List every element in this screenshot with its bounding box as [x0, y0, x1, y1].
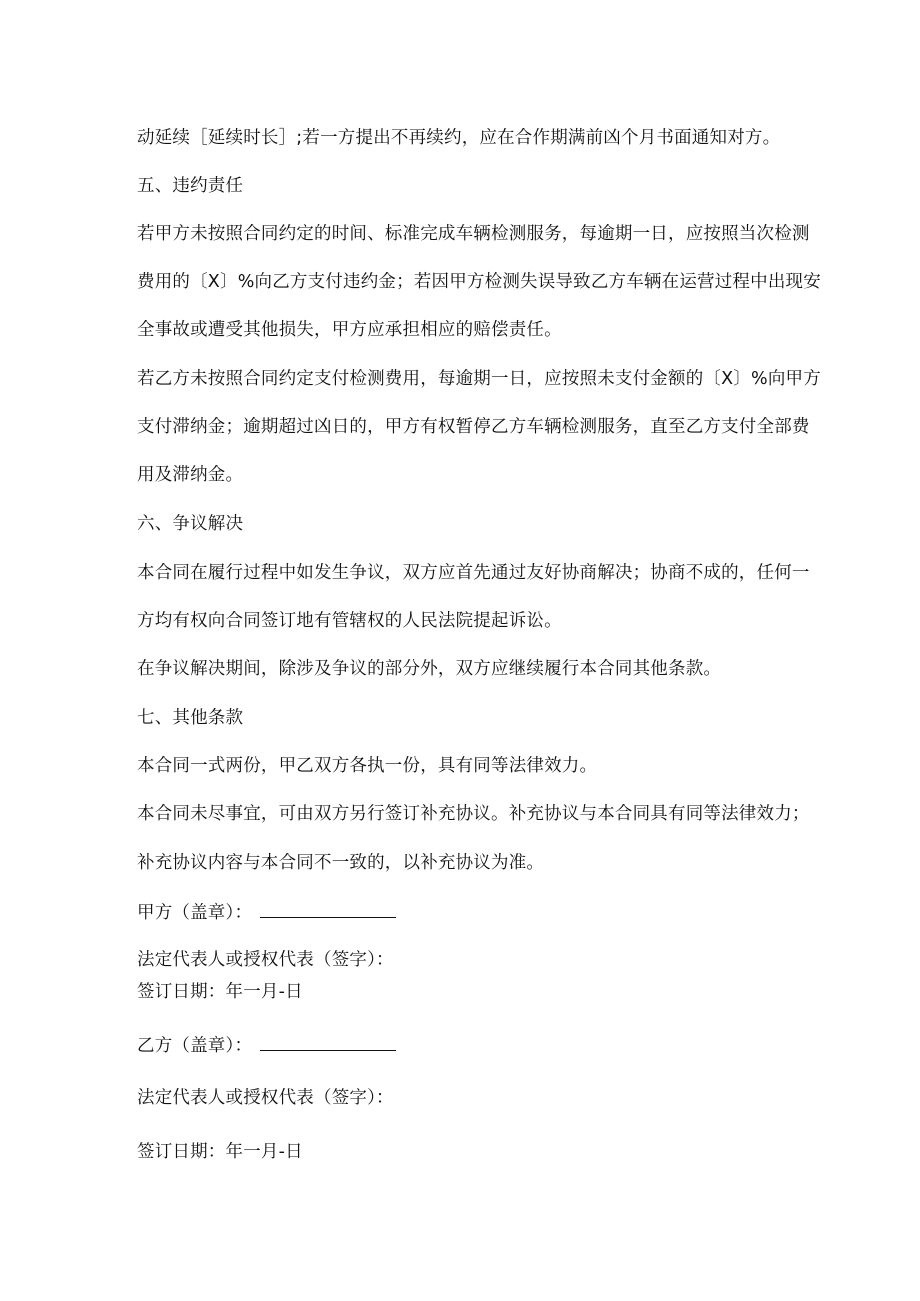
- paragraph-line: 动延续［延续时长］;若一方提出不再续约，应在合作期满前凶个月书面通知对方。: [137, 128, 781, 148]
- paragraph-line: 全事故或遭受其他损失，甲方应承担相应的赔偿责任。: [137, 320, 562, 340]
- paragraph-line: 补充协议内容与本合同不一致的，以补充协议为准。: [137, 853, 545, 873]
- party-b-signature-line: [260, 1034, 396, 1051]
- party-b-date: 签订日期：年一月-日: [137, 1142, 303, 1162]
- party-b-rep: 法定代表人或授权代表（签字）：: [137, 1088, 394, 1108]
- paragraph-line: 本合同一式两份，甲乙双方各执一份，具有同等法律效力。: [137, 756, 598, 776]
- party-a-seal-row: [137, 901, 396, 924]
- party-a-signature-line: [260, 901, 396, 918]
- party-b-label: 乙方（盖章）：: [137, 1036, 253, 1056]
- party-a-rep: 法定代表人或授权代表（签字）：: [137, 950, 394, 970]
- party-a-date: 签订日期：年一月-日: [137, 982, 303, 1002]
- paragraph-line: 本合同未尽事宜，可由双方另行签订补充协议。补充协议与本合同具有同等法律效力；: [137, 804, 810, 824]
- party-b-seal-row: [137, 1034, 396, 1057]
- paragraph-line: 本合同在履行过程中如发生争议，双方应首先通过友好协商解决；协商不成的，任何一: [137, 563, 810, 583]
- paragraph-line: 用及滞纳金。: [137, 465, 244, 485]
- paragraph-line: 若甲方未按照合同约定的时间、标准完成车辆检测服务，每逾期一日，应按照当次检测: [137, 224, 810, 244]
- section-heading: 七、其他条款: [137, 708, 244, 728]
- paragraph-line: 若乙方未按照合同约定支付检测费用，每逾期一日，应按照未支付金额的〔X〕%向甲方: [137, 369, 821, 389]
- paragraph-line: 方均有权向合同签订地有管辖权的人民法院提起诉讼。: [137, 611, 562, 631]
- paragraph-line: 费用的〔X〕%向乙方支付违约金；若因甲方检测失误导致乙方车辆在运营过程中出现安: [137, 272, 821, 292]
- party-a-label: 甲方（盖章）：: [137, 903, 253, 923]
- paragraph-line: 支付滞纳金；逾期超过凶日的，甲方有权暂停乙方车辆检测服务，直至乙方支付全部费: [137, 417, 810, 437]
- paragraph-line: 在争议解决期间，除涉及争议的部分外，双方应继续履行本合同其他条款。: [137, 659, 722, 679]
- section-heading: 六、争议解决: [137, 514, 244, 534]
- section-heading: 五、违约责任: [137, 176, 244, 196]
